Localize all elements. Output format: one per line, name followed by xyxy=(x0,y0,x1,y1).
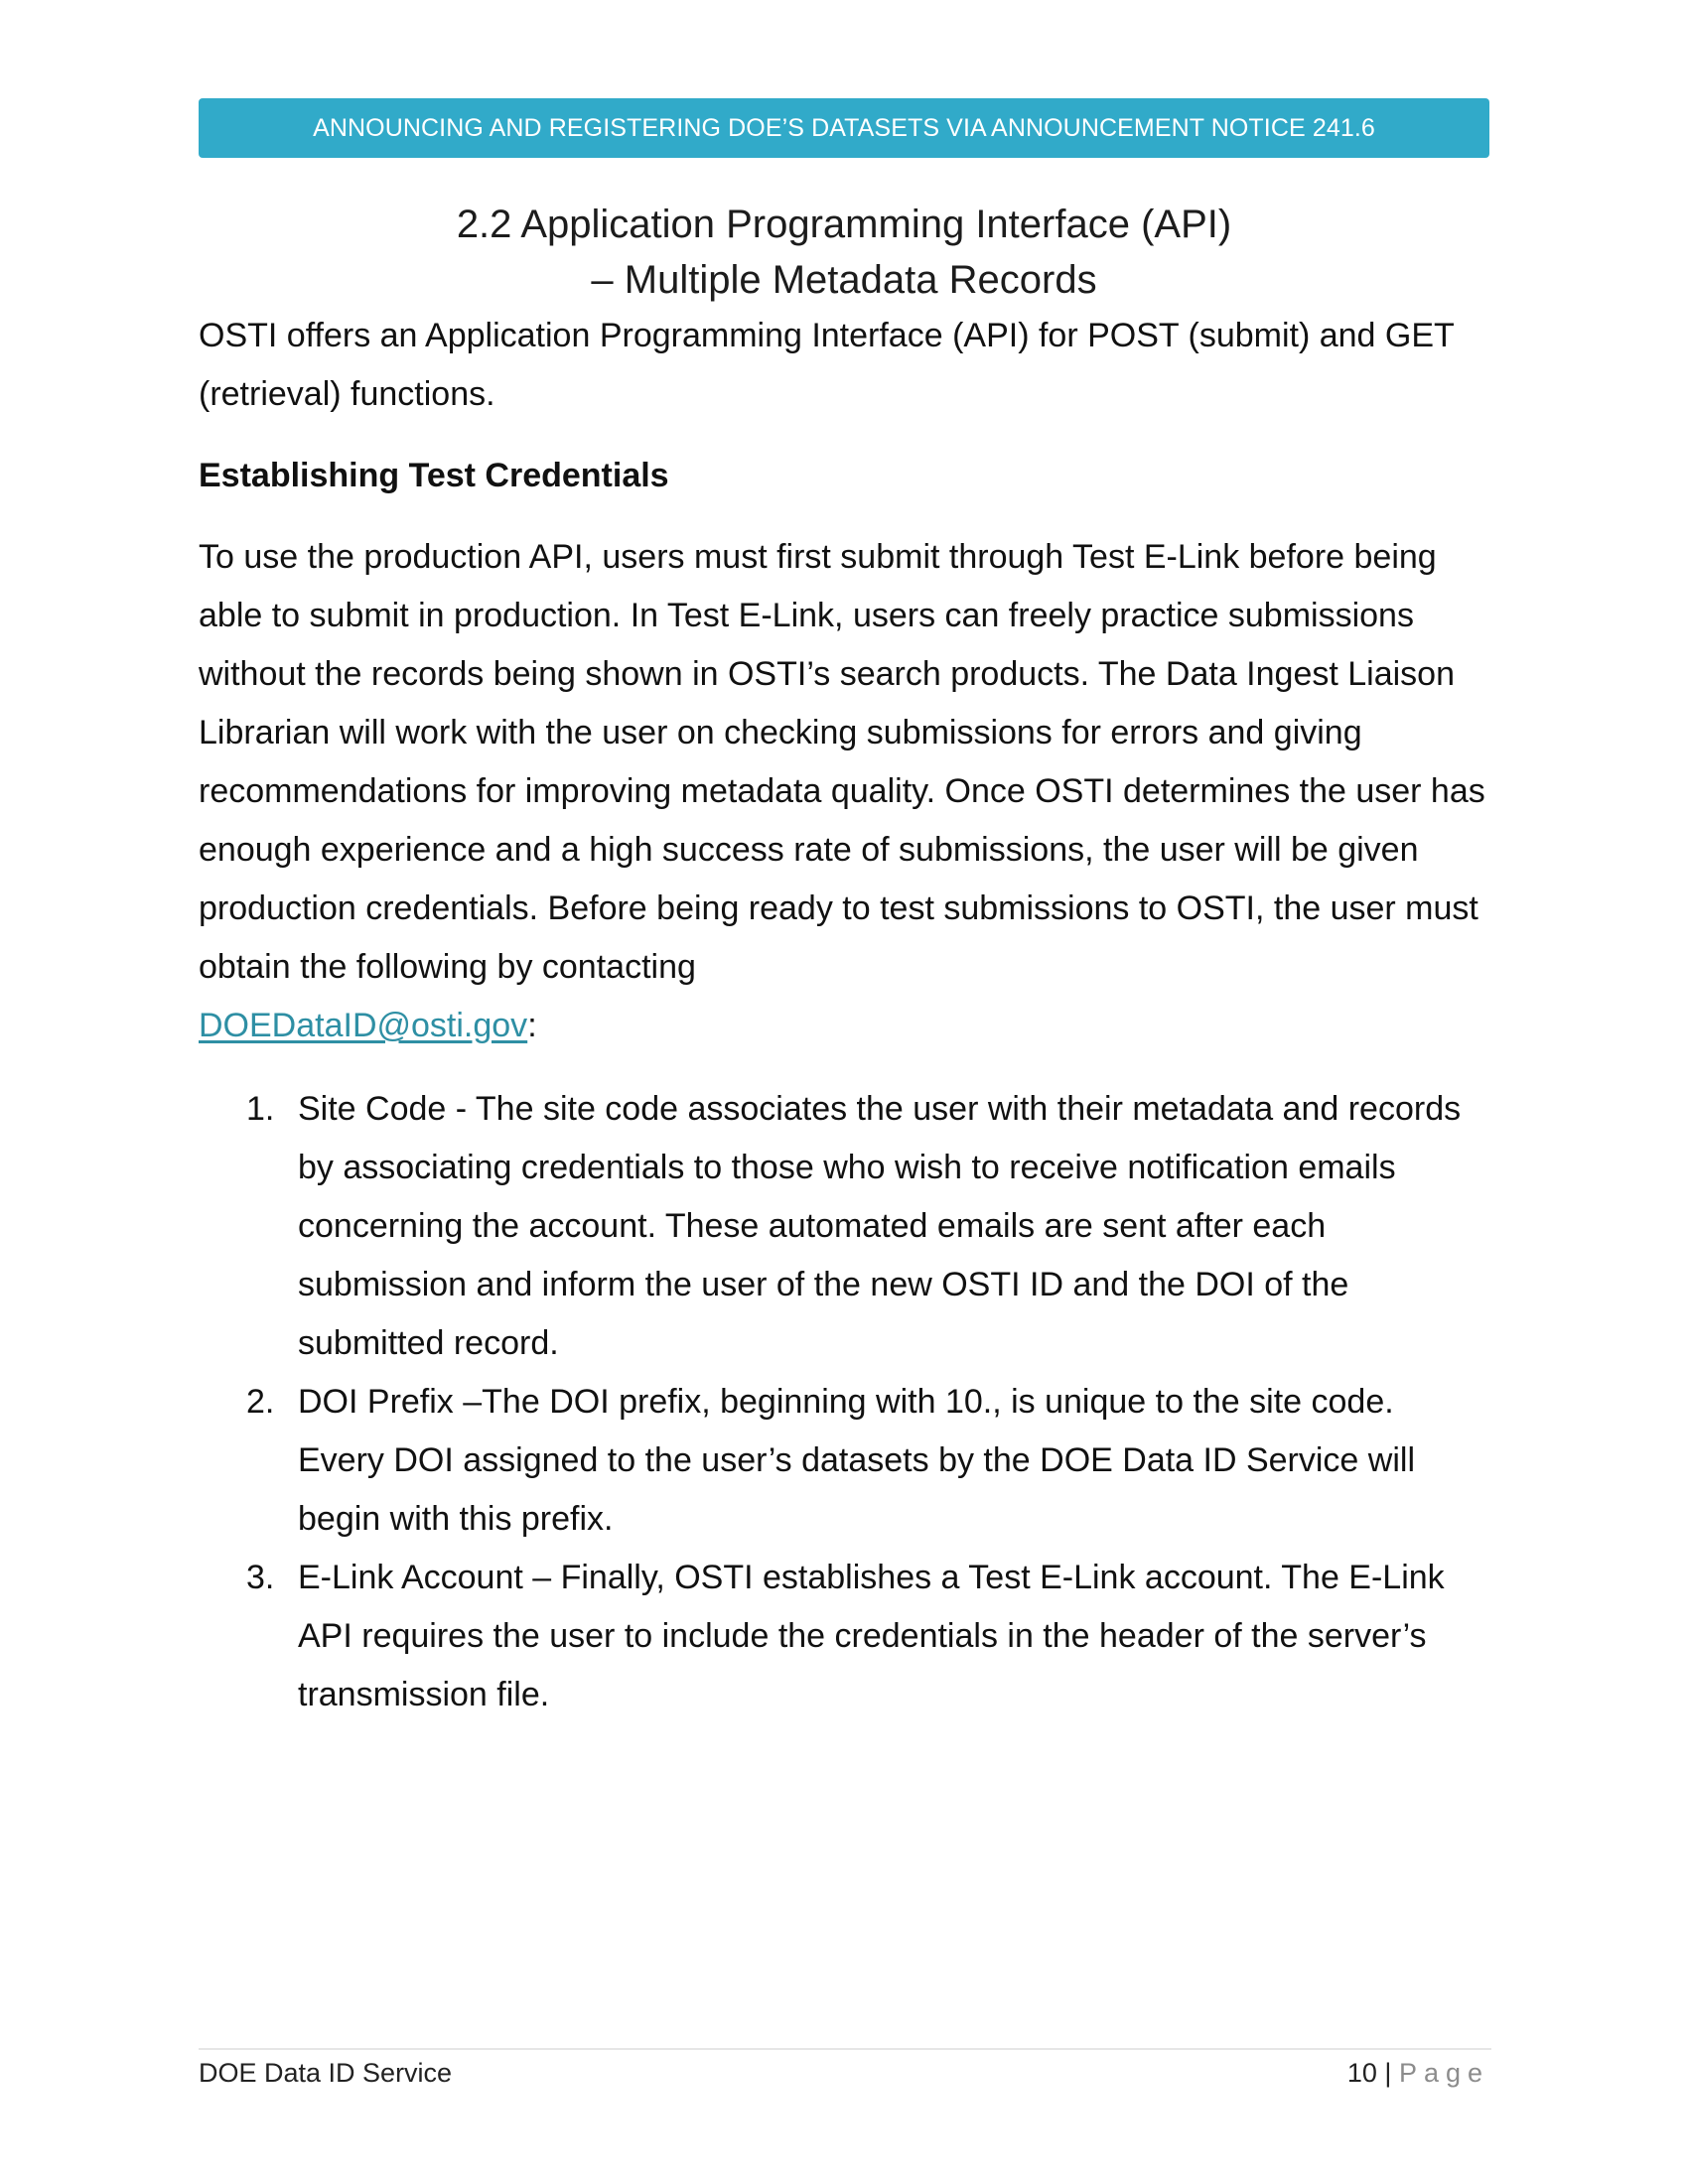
list-item xyxy=(199,1373,1489,1549)
footer-service-name: DOE Data ID Service xyxy=(199,2058,453,2088)
header-banner-text: ANNOUNCING AND REGISTERING DOE’S DATASETS VIA ANNOUNCEMENT NOTICE 241.6 xyxy=(313,113,1375,142)
list-item xyxy=(199,1549,1489,1724)
page-number: 10 xyxy=(1346,2058,1377,2088)
list-item-number: 3. xyxy=(246,1559,275,1596)
credentials-paragraph xyxy=(199,528,1489,1055)
subheading: Establishing Test Credentials xyxy=(199,457,669,494)
credentials-paragraph-text: To use the production API, users must first submit through Test E-Link before being able to submit in production. In Test E-Link, users can freely practice submissions without the records being shown in OSTI’s search products. The Data Ingest Liaison Librarian will work with the user on checking submissions for errors and giving recommendations for improving metadata quality. Once OSTI determines the user has enough experience and a high success rate of submissions, the user will be given production credentials. Before being ready to test submissions to OSTI, the user must obtain the following by contacting xyxy=(199,538,1485,986)
header-banner xyxy=(199,98,1489,158)
intro-paragraph: OSTI offers an Application Programming Interface (API) for POST (submit) and GET (retrieval) functions. xyxy=(199,317,1455,413)
list-item-text: E-Link Account – Finally, OSTI establishes a Test E-Link account. The E-Link API requires the user to include the credentials in the header of the server’s transmission file. xyxy=(298,1559,1445,1713)
list-item-number: 1. xyxy=(246,1090,275,1128)
list-item-text: Site Code - The site code associates the user with their metadata and records by associating credentials to those who wish to receive notification emails concerning the account. These automated emails are sent after each submission and inform the user of the new OSTI ID and the DOI of the submitted record. xyxy=(298,1090,1462,1362)
section-title-line-2: – Multiple Metadata Records xyxy=(591,258,1097,302)
page-word: Page xyxy=(1398,2058,1489,2088)
email-link[interactable]: DOEDataID@osti.gov xyxy=(199,1007,528,1044)
list-item xyxy=(199,1080,1489,1373)
section-title-line-1: 2.2 Application Programming Interface (API) xyxy=(456,203,1232,246)
page-separator: | xyxy=(1384,2058,1392,2088)
list-item-number: 2. xyxy=(246,1383,275,1421)
email-trailing-colon: : xyxy=(527,1007,537,1044)
section-title xyxy=(199,197,1489,308)
footer-divider xyxy=(199,2048,1491,2050)
requirements-list xyxy=(199,1080,1489,1724)
list-item-text: DOI Prefix –The DOI prefix, beginning with 10., is unique to the site code. Every DOI assigned to the user’s datasets by the DOE Data ID Service will begin with this prefix. xyxy=(298,1383,1416,1538)
footer-page-indicator xyxy=(1347,2053,1489,2093)
